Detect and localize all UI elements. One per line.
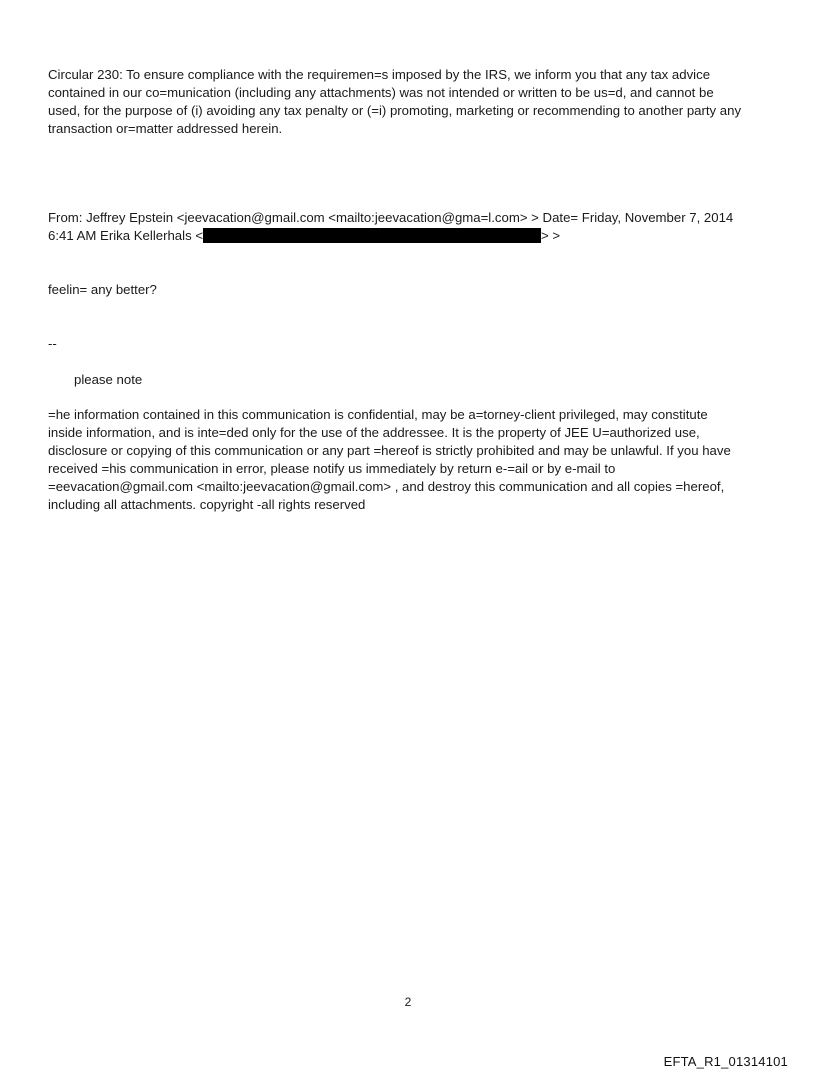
text-line: Circular 230: To ensure compliance with the requiremen=s imposed by the IRS, we inform you that any tax advice bbox=[48, 67, 711, 82]
please-note-text: please note bbox=[74, 372, 143, 387]
email-to-line bbox=[48, 227, 778, 245]
email-to-suffix: > > bbox=[541, 228, 561, 243]
text-line: =eevacation@gmail.com <mailto:jeevacation@gmail.com> , and destroy this communication and all copies =hereof, bbox=[48, 479, 725, 494]
text-line: received =his communication in error, please notify us immediately by return e-=ail or by e-mail to bbox=[48, 461, 616, 476]
redaction-bar bbox=[203, 228, 541, 243]
text-line: =he information contained in this communication is confidential, may be a=torney-client privileged, may constitute bbox=[48, 407, 708, 422]
please-note-heading bbox=[74, 371, 804, 389]
email-to-prefix: 6:41 AM Erika Kellerhals < bbox=[48, 228, 204, 243]
text-line: inside information, and is inte=ded only for the use of the addressee. It is the property of JEE U=authorized use, bbox=[48, 425, 700, 440]
circular-230-notice bbox=[48, 66, 778, 138]
signature-separator bbox=[48, 335, 778, 353]
message-text: feelin= any better? bbox=[48, 282, 157, 297]
email-from-line: From: Jeffrey Epstein <jeevacation@gmail.com <mailto:jeevacation@gma=l.com> > Date= Friday, November 7, 2014 bbox=[48, 210, 734, 225]
confidentiality-disclaimer bbox=[48, 406, 778, 514]
email-header bbox=[48, 209, 778, 245]
text-line: contained in our co=munication (including any attachments) was not intended or written to be us=d, and cannot be bbox=[48, 85, 714, 100]
text-line: disclosure or copying of this communication or any part =hereof is strictly prohibited and may be unlawful. If you have bbox=[48, 443, 731, 458]
bates-number: EFTA_R1_01314101 bbox=[663, 1054, 788, 1069]
message-body bbox=[48, 281, 778, 299]
text-line: used, for the purpose of (i) avoiding any tax penalty or (=i) promoting, marketing or recommending to another party any bbox=[48, 103, 742, 118]
page-number: 2 bbox=[404, 995, 412, 1009]
text-line: including all attachments. copyright -all rights reserved bbox=[48, 497, 366, 512]
text-line: transaction or=matter addressed herein. bbox=[48, 121, 283, 136]
separator-text: -- bbox=[48, 336, 57, 351]
